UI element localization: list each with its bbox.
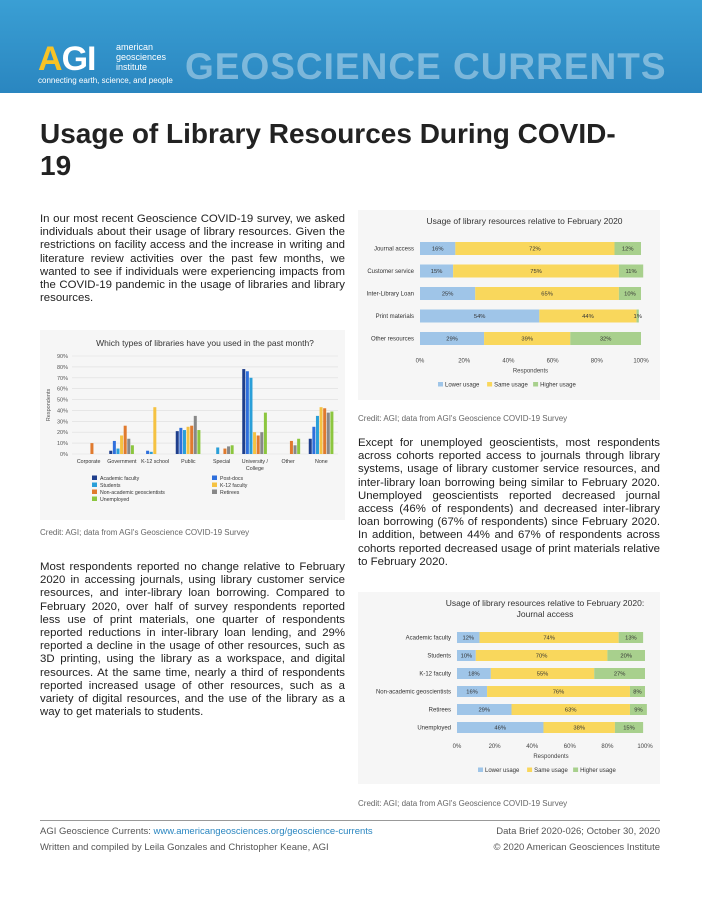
data-label: 29% [478, 707, 491, 714]
data-label: 44% [582, 314, 594, 320]
data-label: 9% [634, 707, 643, 714]
series-title: GEOSCIENCE CURRENTS [185, 46, 667, 87]
body-left-paragraph: Most respondents reported no change relative to February 2020 in accessing journals, using library customer service resources, and inter-library loan borrowing. Compared to February 2020, over half of survey respondents reported less use of print materials, one quarter of respondents reported reductions in inter-library loan lending, and 29% reported a decline in the usage of other resources, such as 3D printing, using the library as a workspace, and digital resources. At the same time, nearly a third of respondents reported increased usage of other resources, such as a variety of digital resources, and the use of the library as a way to get materials to students. [40, 561, 345, 719]
legend-label: Higher usage [580, 768, 616, 774]
bar [316, 416, 319, 454]
x-tick-label: K-12 school [141, 459, 170, 465]
data-label: 63% [564, 707, 577, 714]
data-label: 38% [573, 725, 586, 732]
legend-label: Same usage [494, 382, 528, 389]
x-tick-label: Public [181, 459, 196, 465]
logo-line-1: american [116, 42, 154, 52]
category-label: Students [427, 653, 451, 660]
legend-label: Retirees [220, 490, 240, 496]
data-label: 8% [633, 689, 642, 696]
library-types-chart-panel [40, 330, 345, 520]
footer-website-prefix: AGI Geoscience Currents: [40, 826, 154, 837]
bar [297, 439, 300, 454]
legend-label: Lower usage [485, 768, 520, 774]
x-tick-label: Government [107, 459, 137, 465]
y-tick-label: 70% [56, 375, 68, 382]
bar [242, 369, 245, 454]
bar [231, 445, 234, 454]
x-tick-label: 80% [601, 744, 614, 750]
bar [90, 443, 93, 454]
data-label: 70% [535, 653, 548, 660]
x-tick-label: 40% [502, 358, 515, 365]
bar [249, 378, 252, 454]
credit-chart-1: Credit: AGI; data from AGI's Geoscience COVID-19 Survey [40, 528, 250, 537]
x-tick-label: University / [241, 459, 268, 465]
category-label: K-12 faculty [419, 671, 451, 678]
y-tick-label: 80% [56, 364, 68, 371]
data-label: 11% [625, 269, 637, 275]
footer-divider [40, 820, 660, 821]
category-label: Customer service [367, 269, 414, 275]
bar [264, 413, 267, 454]
legend-swatch [573, 768, 578, 773]
legend-swatch [92, 490, 97, 495]
legend-swatch [527, 768, 532, 773]
chart-title: Which types of libraries have you used in the past month? [96, 338, 314, 348]
bar [183, 430, 186, 454]
page-title: Usage of Library Resources During COVID-19 [40, 118, 616, 181]
bar [127, 439, 130, 454]
y-tick-label: 10% [56, 441, 68, 448]
y-tick-label: 30% [56, 419, 68, 426]
bar [227, 446, 230, 454]
data-label: 74% [543, 635, 555, 642]
data-label: 54% [473, 314, 486, 320]
legend-label: Post-docs [220, 476, 244, 482]
category-label: Print materials [375, 314, 414, 320]
x-tick-label: 20% [458, 358, 471, 365]
chart-title: Journal access [516, 609, 574, 619]
x-tick-label: 0% [452, 744, 462, 750]
logo-mark: AGI [38, 40, 96, 78]
category-label: Journal access [373, 246, 414, 253]
usage-chart-panel [358, 210, 660, 400]
bar [320, 407, 323, 454]
category-label: Academic faculty [405, 635, 451, 642]
bar [120, 435, 123, 454]
x-tick-label: Special [212, 459, 231, 465]
data-label: 39% [521, 336, 533, 343]
bar [190, 426, 193, 454]
category-label: Non-academic geoscientists [375, 689, 451, 696]
bar [312, 427, 315, 454]
chart-title: Usage of library resources relative to February 2020 [426, 216, 623, 226]
usage-chart [358, 210, 660, 400]
legend-label: K-12 faculty [220, 483, 248, 489]
data-label: 72% [529, 246, 541, 253]
data-label: 76% [552, 689, 565, 696]
data-label: 75% [530, 269, 542, 275]
legend-swatch [212, 483, 217, 488]
legend-label: Unemployed [100, 497, 130, 503]
data-label: 13% [625, 635, 637, 642]
bar [131, 445, 134, 454]
logo-line-3: institute [116, 62, 148, 72]
bar [309, 439, 312, 454]
y-axis-label: Respondents [46, 388, 52, 422]
legend-label: Students [100, 483, 121, 489]
legend-swatch [92, 476, 97, 481]
y-tick-label: 20% [56, 430, 68, 437]
bar [294, 445, 297, 454]
y-tick-label: 50% [56, 397, 68, 404]
bar [260, 432, 263, 454]
category-label: Inter-Library Loan [366, 291, 414, 298]
legend-label: Same usage [534, 768, 568, 774]
data-label: 10% [460, 653, 473, 660]
bar [176, 431, 179, 454]
legend-swatch [533, 382, 538, 387]
bar [197, 430, 200, 454]
footer-authors: Written and compiled by Leila Gonzales and Christopher Keane, AGI [40, 842, 329, 853]
body-right-paragraph: Except for unemployed geoscientists, most respondents across cohorts reported access to journals through library systems, usage of library customer service resources, and inter-library loan borrowing being similar to February 2020. Unemployed geoscientists reported decreased journal access (46% of respondents) and decreased inter-library loan borrowing (67% of respondents) since February 2020. In addition, between 44% and 67% of respondents across cohorts reported decreased usage of print materials relative to February 2020. [358, 437, 660, 568]
x-tick-label: 40% [526, 744, 539, 750]
category-label: Retirees [428, 707, 451, 714]
agi-logo [38, 40, 173, 85]
data-label: 20% [620, 653, 633, 660]
bar [327, 413, 330, 454]
category-label: Other resources [370, 336, 414, 343]
logo-tagline: connecting earth, science, and people [38, 76, 173, 85]
chart-title: Usage of library resources relative to February 2020: [445, 598, 645, 608]
x-axis-label: Respondents [533, 754, 569, 760]
bar [116, 449, 119, 454]
legend-label: Non-academic geoscientists [100, 490, 165, 496]
data-label: 65% [541, 291, 553, 298]
data-label: 12% [462, 635, 475, 642]
y-tick-label: 0% [60, 452, 68, 458]
category-label: Unemployed [417, 725, 451, 732]
y-tick-label: 60% [56, 386, 68, 393]
data-label: 18% [468, 671, 480, 678]
bar [246, 371, 249, 454]
bar [216, 447, 219, 454]
credit-chart-3: Credit: AGI; data from AGI's Geoscience COVID-19 Survey [358, 799, 568, 808]
journal-access-chart [358, 592, 660, 784]
x-tick-label: 60% [546, 358, 559, 365]
footer-copyright: © 2020 American Geosciences Institute [493, 842, 660, 853]
data-label: 12% [621, 246, 634, 253]
bar [113, 441, 116, 454]
data-label: 16% [431, 246, 444, 253]
x-tick-label: Corporate [76, 459, 101, 465]
legend-swatch [92, 497, 97, 502]
legend-swatch [92, 483, 97, 488]
legend-label: Lower usage [445, 382, 480, 389]
bar [257, 435, 260, 454]
x-tick-label: 100% [633, 358, 649, 365]
x-tick-label: Other [281, 459, 295, 465]
x-axis-label: Respondents [512, 368, 549, 375]
journal-access-chart-panel [358, 592, 660, 784]
logo-words [116, 42, 166, 72]
data-label: 10% [624, 291, 636, 298]
legend-swatch [212, 490, 217, 495]
legend-swatch [438, 382, 443, 387]
legend-swatch [478, 768, 483, 773]
data-label: 55% [536, 671, 549, 678]
data-label: 32% [599, 336, 612, 343]
legend-label: Academic faculty [100, 476, 140, 482]
x-tick-label: 60% [563, 744, 576, 750]
x-tick-label: None [315, 459, 328, 465]
header-banner [0, 0, 702, 93]
data-label: 15% [430, 269, 443, 275]
x-tick-label: College [245, 466, 264, 472]
logo-line-2: geosciences [116, 52, 167, 62]
x-tick-label: 20% [488, 744, 501, 750]
bar [330, 412, 333, 454]
bar [153, 407, 156, 454]
footer-website-line [40, 826, 373, 837]
library-types-chart [40, 330, 345, 520]
bar [179, 428, 182, 454]
footer-website-link[interactable]: www.americangeosciences.org/geoscience-currents [153, 826, 373, 837]
bar [146, 451, 149, 454]
bar [253, 432, 256, 454]
data-label: 46% [494, 725, 507, 732]
bar [223, 449, 226, 454]
bar [124, 426, 127, 454]
intro-paragraph: In our most recent Geoscience COVID-19 survey, we asked individuals about their usage of library resources. Given the restrictions on facility access and the increase in writing and literature review activities over the past few months, we wanted to see if individuals were experiencing impacts from the COVID-19 pandemic in the usage of libraries and library resources. [40, 213, 345, 305]
x-tick-label: 100% [637, 744, 653, 750]
bar [194, 416, 197, 454]
bar [109, 451, 112, 454]
x-tick-label: 0% [415, 358, 425, 365]
bar [187, 427, 190, 454]
bar [290, 441, 293, 454]
data-label: 15% [623, 725, 635, 732]
bar [150, 452, 153, 454]
y-tick-label: 40% [56, 408, 68, 415]
legend-label: Higher usage [540, 382, 576, 389]
legend-swatch [212, 476, 217, 481]
data-label: 27% [613, 671, 626, 678]
credit-chart-2: Credit: AGI; data from AGI's Geoscience COVID-19 Survey [358, 414, 568, 423]
footer-brief-id: Data Brief 2020-026; October 30, 2020 [496, 826, 660, 837]
data-label: 29% [446, 336, 458, 343]
bar [323, 408, 326, 454]
data-label: 1% [633, 314, 642, 320]
x-tick-label: 80% [590, 358, 603, 365]
legend-swatch [487, 382, 492, 387]
data-label: 25% [441, 291, 454, 298]
y-tick-label: 90% [56, 354, 68, 360]
data-label: 16% [466, 689, 478, 696]
